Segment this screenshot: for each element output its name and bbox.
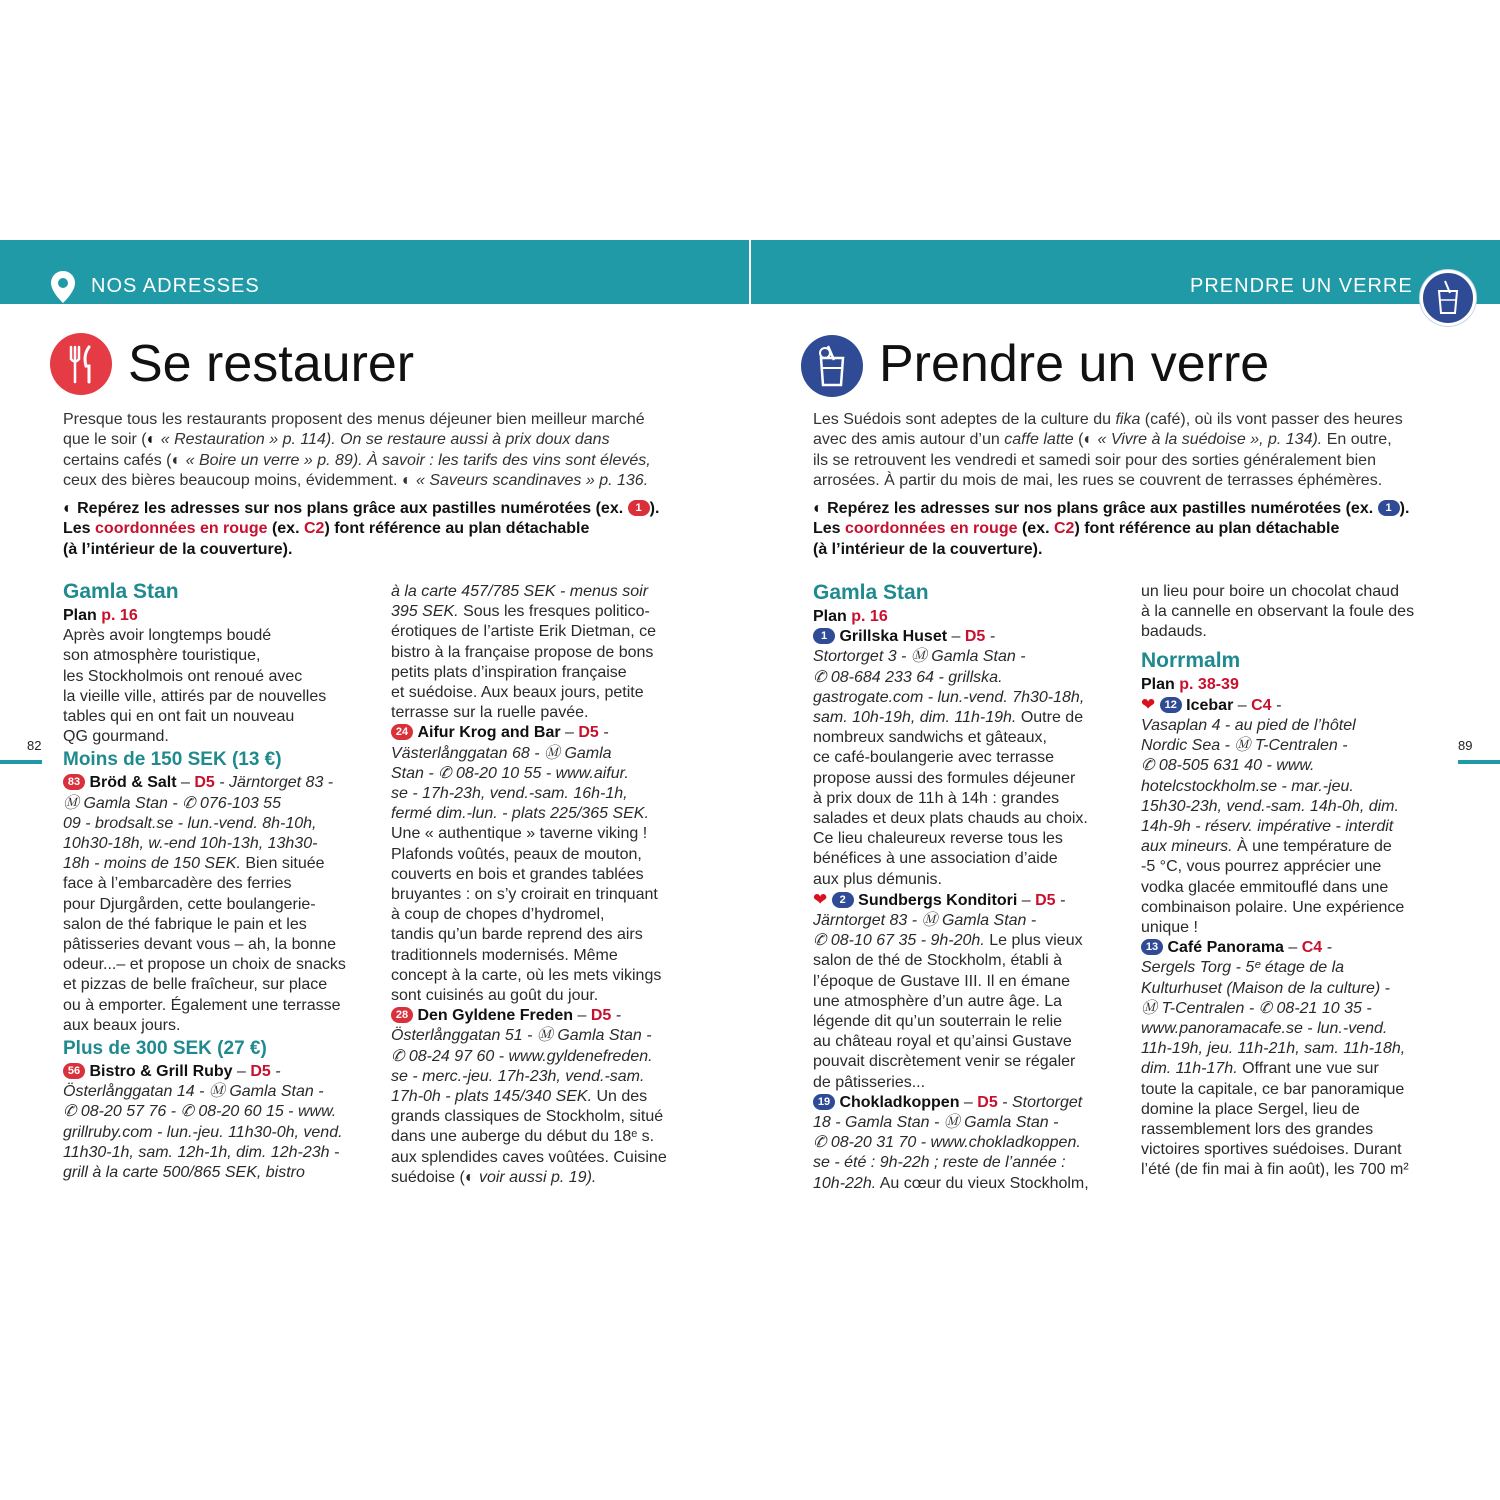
see-arrow-icon: ◐ bbox=[813, 500, 823, 517]
listing-continuation: un lieu pour boire un chocolat chaud à la cannelle en observant la foule des badauds. bbox=[1141, 583, 1415, 641]
listing-entry: ❤ 2 Sundbergs Konditori – D5 - Järntorget 83 - Ⓜ Gamla Stan - ✆ 08-10 67 35 - 9h-20h. Le plus vieux salon de thé de Stockholm, établi à l’époque de Gustave III. Il en émane une atmosphère d’un autre âge. La légende dit qu’un souterrain le relie au château royal et qu’ainsi Gustave pouvait discrètement venir se régaler de pâtisseries... bbox=[813, 889, 1083, 1091]
favorite-heart-icon: ❤ bbox=[813, 889, 828, 909]
page-title-left: Se restaurer bbox=[128, 335, 415, 393]
drink-glass-badge bbox=[1420, 270, 1476, 326]
listing-continuation: à la carte 457/785 SEK - menus soir 395 SEK. Sous les fresques politico- érotiques de l’artiste Erik Dietman, ce bistro à la française propose de bons petits plats d’inspiration française et suédoise. Aux beaux jours, petite terrasse sur la ruelle pavée. bbox=[391, 583, 656, 722]
plan-ref: Plan p. 16 bbox=[63, 607, 138, 624]
note-right: ◐ Repérez les adresses sur nos plans grâce aux pastilles numérotées (ex. 1 ). Les coordonnées en rouge (ex. C2) font référence au plan détachable (à l’intérieur de la couverture). bbox=[813, 500, 1410, 558]
listing-entry: ❤ 12 Icebar – C4 - Vasaplan 4 - au pied de l’hôtel Nordic Sea - Ⓜ T-Centralen - ✆ 08-505 631 40 - www. hotelcstockholm.se - mar.-jeu. 15h30-23h, vend.-sam. 14h-0h, dim. 14h-9h - réserv. impérative - interdit aux mineurs. À une température de -5 °C, vous pourrez apprécier une vodka glacée emmitouflé dans une combinaison polaire. Une expérience unique ! bbox=[1141, 694, 1405, 937]
listing-entry: 56 Bistro & Grill Ruby – D5 - Österlånggatan 14 - Ⓜ Gamla Stan - ✆ 08-20 57 76 - ✆ 08-20 60 15 - www. grillruby.com - lun.-jeu. 11h30-0h, vend. 11h30-1h, sam. 12h-1h, dim. 12h-23h - grill à la carte 500/865 SEK, bistro bbox=[63, 1063, 343, 1182]
left-column-1 bbox=[63, 578, 373, 1183]
listing-entry: 83 Bröd & Salt – D5 - Järntorget 83 - Ⓜ Gamla Stan - ✆ 076-103 55 09 - brodsalt.se - lun.-vend. 8h-10h, 10h30-18h, w.-end 10h-13h, 13h30- 18h - moins de 150 SEK. Bien située face à l’embarcadère des ferries pour Djurgården, cette boulangerie- salon de thé fabrique le pain et les pâtisseries devant vous – ah, la bonne odeur...– et propose un choix de snacks et pizzas de belle fraîcheur, sur place ou à emporter. Également une terrasse aux beaux jours. bbox=[63, 774, 346, 1034]
see-arrow-icon: ◐ bbox=[1083, 431, 1094, 449]
see-arrow-icon: ◐ bbox=[464, 1168, 475, 1186]
listing-entry: 19 Chokladkoppen – D5 - Stortorget 18 - Gamla Stan - Ⓜ Gamla Stan - ✆ 08-20 31 70 - www.chokladkoppen. se - été : 9h-22h ; reste de l’année : 10h-22h. Au cœur du vieux Stockholm, bbox=[813, 1093, 1089, 1192]
page-tick-left bbox=[0, 760, 42, 764]
example-pill: 1 bbox=[1378, 500, 1400, 516]
favorite-heart-icon: ❤ bbox=[1141, 694, 1156, 714]
right-column-1 bbox=[813, 579, 1123, 1194]
price-heading: Moins de 150 SEK (13 €) bbox=[63, 749, 282, 771]
see-arrow-icon: ◐ bbox=[146, 431, 157, 449]
see-arrow-icon: ◐ bbox=[63, 500, 73, 517]
intro-right: Les Suédois sont adeptes de la culture du fika (café), où ils vont passer des heures avec des amis autour d’un caffe latte (◐ « Vivre à la suédoise », p. 134). En outre, ils se retrouvent les vendredi et samedi soir pour des sorties généralement bien arrosées. À partir du mois de mai, les rues se couvrent de terrasses éphémères. bbox=[813, 411, 1403, 489]
fork-knife-icon bbox=[50, 333, 112, 395]
section-heading: Gamla Stan bbox=[63, 580, 179, 603]
intro-left: Presque tous les restaurants proposent des menus déjeuner bien meilleur marché que le soir (◐ « Restauration » p. 114). On se restaure aussi à prix doux dans certains cafés (◐ « Boire un verre » p. 89). À savoir : les tarifs des vins sont élevés, ceux des bières beaucoup moins, évidemment. ◐ « Saveurs scandinaves » p. 136. bbox=[63, 411, 651, 489]
map-pin-icon bbox=[50, 270, 76, 304]
see-arrow-icon: ◐ bbox=[171, 451, 182, 469]
page-tick-right bbox=[1458, 760, 1500, 764]
drink-glass-icon bbox=[801, 335, 863, 397]
header-right-label: PRENDRE UN VERRE bbox=[1190, 275, 1413, 297]
header-left-label: NOS ADRESSES bbox=[91, 275, 260, 297]
listing-entry: 1 Grillska Huset – D5 - Stortorget 3 - Ⓜ Gamla Stan - ✆ 08-684 233 64 - grillska. gastrogate.com - lun.-vend. 7h30-18h, sam. 10h-19h, dim. 11h-19h. Outre de nombreux sandwichs et gâteaux, ce café-boulangerie avec terrasse propose aussi des formules déjeuner à prix doux de 11h à 14h : grandes salades et deux plats chauds au choix. Ce lieu chaleureux reverse tous les bénéfices à une association d’aide aux plus démunis. bbox=[813, 628, 1088, 888]
section-heading: Gamla Stan bbox=[813, 581, 929, 604]
see-arrow-icon: ◐ bbox=[401, 471, 412, 489]
listing-entry: 28 Den Gyldene Freden – D5 - Österlånggatan 51 - Ⓜ Gamla Stan - ✆ 08-24 97 60 - www.gyldenefreden. se - merc.-jeu. 17h-23h, vend.-sam. 17h-0h - plats 145/340 SEK. Un des grands classiques de Stockholm, situé dans une auberge du début du 18ᵉ s. aux splendides caves voûtées. Cuisine suédoise (◐ voir aussi p. 19). bbox=[391, 1007, 667, 1186]
drink-title-badge bbox=[801, 335, 863, 397]
listing-entry: 24 Aifur Krog and Bar – D5 - Västerlånggatan 68 - Ⓜ Gamla Stan - ✆ 08-20 10 55 - www.aifur. se - 17h-23h, vend.-sam. 16h-1h, fermé dim.-lun. - plats 225/365 SEK. Une « authentique » taverne viking ! Plafonds voûtés, peaux de mouton, couverts en bois et grandes tablées bruyantes : on s’y croirait en trinquant à coup de chopes d’hydromel, tandis qu’un barde reprend des airs traditionnels modernisés. Même concept à la carte, où les mets vikings sont cuisinés au goût du jour. bbox=[391, 724, 662, 1005]
drink-glass-icon bbox=[1423, 273, 1473, 323]
plan-ref: Plan p. 38-39 bbox=[1141, 675, 1239, 693]
plan-ref: Plan p. 16 bbox=[813, 608, 888, 625]
page-number-right: 89 bbox=[1458, 738, 1473, 753]
restaurant-badge bbox=[50, 333, 112, 395]
price-heading: Plus de 300 SEK (27 €) bbox=[63, 1038, 267, 1060]
note-left: ◐ Repérez les adresses sur nos plans grâce aux pastilles numérotées (ex. 1 ). Les coordonnées en rouge (ex. C2) font référence au plan détachable (à l’intérieur de la couverture). bbox=[63, 500, 660, 558]
listing-entry: 13 Café Panorama – C4 - Sergels Torg - 5ᵉ étage de la Kulturhuset (Maison de la culture) - Ⓜ T-Centralen - ✆ 08-21 10 35 - www.panoramacafe.se - lun.-vend. 11h-19h, jeu. 11h-21h, sam. 11h-18h, dim. 11h-17h. Offrant une vue sur toute la capitale, ce bar panoramique domine la place Sergel, lieu de rassemblement lors des grandes victoires sportives suédoises. Durant l’été (de fin mai à fin août), les 700 m² bbox=[1141, 939, 1409, 1179]
page-number-left: 82 bbox=[27, 738, 42, 753]
page-title-right: Prendre un verre bbox=[879, 335, 1270, 393]
section-heading: Norrmalm bbox=[1141, 648, 1241, 672]
left-column-2 bbox=[391, 582, 701, 1188]
right-column-2 bbox=[1141, 582, 1461, 1181]
example-pill: 1 bbox=[628, 500, 650, 516]
section-intro: Après avoir longtemps boudé son atmosphère touristique, les Stockholmois ont renoué avec la vieille ville, attirés par de nouvelles tables qui en ont fait un nouveau QG gourmand. bbox=[63, 627, 327, 746]
